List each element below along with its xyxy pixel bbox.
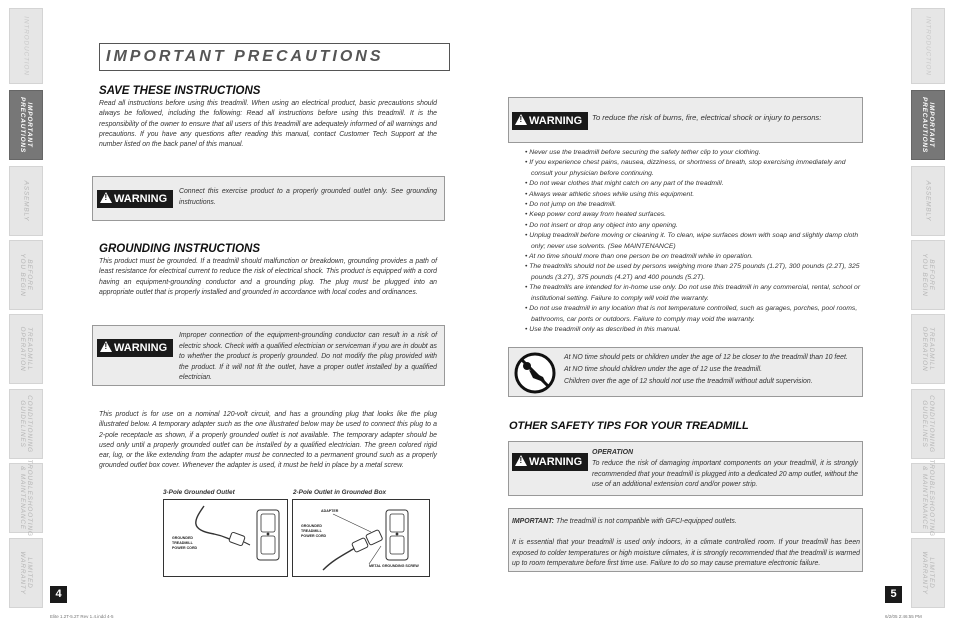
figure-label-adapter: ADAPTER — [321, 509, 339, 513]
warning-text: Connect this exercise product to a properly grounded outlet only. See grounding instructions. — [179, 188, 437, 206]
tab-label: CONDITIONING GUIDELINES — [19, 395, 33, 453]
figure-label-metal-screw: METAL GROUNDING SCREW — [369, 564, 419, 568]
warning-box-burns-fire — [508, 97, 863, 143]
footer-timestamp: 6/2/05 2:46:55 PM — [885, 614, 922, 619]
list-item: • If you experience chest pains, nausea, dizziness, or shortness of breath, stop exercising immediately and consult your physician before continuing. — [525, 159, 846, 177]
warning-text: To reduce the risk of burns, fire, electrical shock or injury to persons: — [592, 113, 822, 122]
warning-box-grounded-outlet — [92, 176, 445, 221]
operation-heading: OPERATION — [592, 449, 634, 456]
important-text: The treadmill is not compatible with GFCI-equipped outlets. — [554, 518, 737, 525]
warning-triangle-icon: ! — [515, 455, 527, 466]
list-item: • Do not insert or drop any object into any opening. — [525, 221, 678, 229]
list-item: • Do not wear clothes that might catch on any part of the treadmill. — [525, 180, 724, 188]
children-text-3: Children over the age of 12 should not use the treadmill without adult supervision. — [564, 378, 813, 385]
tab-troubleshooting-left[interactable] — [9, 459, 43, 537]
tab-introduction-left[interactable] — [9, 8, 43, 84]
tab-label: CONDITIONING GUIDELINES — [921, 395, 935, 453]
page-title: IMPORTANT PRECAUTIONS — [106, 48, 384, 65]
warning-label: WARNING — [114, 193, 168, 205]
figure-2-pole-outlet — [292, 499, 430, 577]
important-note — [512, 517, 860, 528]
tab-label: TROUBLESHOOTING & MAINTENANCE — [921, 459, 935, 537]
tab-label: ASSEMBLY — [924, 180, 932, 222]
tab-before-left[interactable] — [9, 240, 43, 310]
tab-label: LIMITED WARRANTY — [19, 551, 33, 595]
list-item: • Keep power cord away from heated surfaces. — [525, 211, 667, 219]
warning-badge — [512, 112, 588, 130]
page-number-right: 5 — [885, 586, 902, 603]
tab-conditioning-left[interactable] — [9, 389, 43, 459]
warning-label: WARNING — [529, 456, 583, 468]
figure-caption-2-pole: 2-Pole Outlet in Grounded Box — [293, 489, 387, 496]
warning-triangle-icon: ! — [515, 114, 527, 125]
important-label: IMPORTANT: — [512, 518, 555, 525]
tab-label: LIMITED WARRANTY — [921, 551, 935, 595]
page-number-left: 4 — [50, 586, 67, 603]
tab-introduction-right[interactable] — [911, 8, 945, 84]
tab-label: IMPORTANT PRECAUTIONS — [19, 96, 33, 154]
figure-label-grounded-cord: GROUNDED TREADMILL POWER CORD — [172, 536, 198, 550]
list-item: • Never use the treadmill before securing the safety tether clip to your clothing. — [525, 149, 761, 156]
warning-badge — [512, 453, 588, 471]
tab-label: TREADMILL OPERATION — [921, 326, 935, 372]
climate-text: It is essential that your treadmill is used only indoors, in a climate controlled room. If your treadmill has been exposed to colder temperatures or high moisture climates, it is strongly recommended that the treadmill is warmed up to room temperature before first time use. Failure to do so may cause premature electronic failure. — [512, 539, 860, 568]
other-safety-heading: OTHER SAFETY TIPS FOR YOUR TREADMILL — [509, 420, 749, 432]
warning-triangle-icon: ! — [100, 341, 112, 352]
tab-precautions-right[interactable] — [911, 90, 945, 160]
tab-before-right[interactable] — [911, 240, 945, 310]
warning-triangle-icon: ! — [100, 192, 112, 203]
figure-caption-3-pole: 3-Pole Grounded Outlet — [163, 489, 235, 496]
tab-label: INTRODUCTION — [22, 16, 30, 76]
children-text-2: At NO time should children under the age of 12 use the treadmill. — [564, 366, 763, 373]
children-warning-box — [508, 347, 863, 397]
important-info-box — [508, 508, 863, 572]
warning-label: WARNING — [529, 115, 583, 127]
tab-label: IMPORTANT PRECAUTIONS — [921, 96, 935, 154]
warning-badge — [97, 190, 173, 208]
tab-precautions-left[interactable] — [9, 90, 43, 160]
tab-assembly-left[interactable] — [9, 166, 43, 236]
list-item: • Do not jump on the treadmill. — [525, 201, 617, 209]
safety-bullet-list — [524, 148, 864, 335]
list-item: • Always wear athletic shoes while using this equipment. — [525, 190, 695, 198]
tab-troubleshooting-right[interactable] — [911, 459, 945, 537]
warning-label: WARNING — [114, 342, 168, 354]
tab-operation-left[interactable] — [9, 314, 43, 384]
grounding-text: This product must be grounded. If a treadmill should malfunction or breakdown, grounding provides a path of least resistance for electrical current to reduce the risk of electrical shock. This product is equipped with a cord having an equipment-grounding conductor and a grounding plug. The plug must be plugged into an appropriate outlet that is properly installed and grounded in accordance with local codes and ordinances. — [99, 258, 437, 296]
tab-label: BEFORE YOU BEGIN — [19, 253, 33, 297]
save-text: Read all instructions before using this treadmill. When using an electrical product, basic precautions should always be followed, including the following: Read all instructions before using this treadmill. It is the responsibility of the owner to ensure that all users of this treadmill are adequately informed of all warnings and precautions. If you have any questions after reading this manual, contact Customer Tech Support at the number listed on the back panel of this manual. — [99, 100, 437, 149]
figure-3-pole-outlet — [163, 499, 288, 577]
tab-label: TROUBLESHOOTING & MAINTENANCE — [19, 459, 33, 537]
tab-conditioning-right[interactable] — [911, 389, 945, 459]
warning-badge — [97, 339, 173, 357]
list-item: • Do not use treadmill in any location that is not temperature controlled, such as garages, porches, pool rooms, bathrooms, car ports or outdoors. Failure to comply may void the warranty. — [525, 305, 858, 323]
list-item: • At no time should more than one person be on treadmill while in operation. — [525, 253, 754, 261]
warning-box-operation — [508, 441, 863, 496]
children-text-1: At NO time should pets or children under the age of 12 be closer to the treadmill than 10 feet. — [564, 354, 848, 361]
list-item: • The treadmills should not be used by persons weighing more than 275 pounds (1.2T), 300 pounds (2.2T), 325 pounds (3.2T), 375 pounds (4.2T) and 400 pounds (5.2T). — [525, 263, 860, 281]
circuit-text: This product is for use on a nominal 120-volt circuit, and has a grounding plug that looks like the plug illustrated below. A temporary adapter such as the one illustrated below may be used to connect this plug to a 2-pole receptacle as shown, if a properly grounded outlet is not available. The temporary adapter should be used only until a properly grounded outlet can be installed by a qualified electrician. The green colored rigid ear, lug, or the like extending from the adapter must be connected to a permanent ground such as a properly grounded outlet box cover. Whenever the adapter is used, it must be held in place by a metal screw. — [99, 411, 437, 470]
tab-assembly-right[interactable] — [911, 166, 945, 236]
warning-box-improper-connection — [92, 325, 445, 386]
tab-warranty-right[interactable] — [911, 538, 945, 608]
list-item: • Use the treadmill only as described in this manual. — [525, 325, 681, 333]
tab-label: BEFORE YOU BEGIN — [921, 253, 935, 297]
page-title-box — [99, 43, 450, 71]
figure-label-grounded-cord: GROUNDED TREADMILL POWER CORD — [301, 524, 327, 538]
tab-label: ASSEMBLY — [22, 180, 30, 222]
tab-operation-right[interactable] — [911, 314, 945, 384]
save-heading: SAVE THESE INSTRUCTIONS — [99, 85, 261, 97]
tab-label: INTRODUCTION — [924, 16, 932, 76]
list-item: • Unplug treadmill before moving or cleaning it. To clean, wipe surfaces down with soap and slightly damp cloth only; never use solvents. (See MAINTENANCE) — [525, 232, 859, 250]
tab-warranty-left[interactable] — [9, 538, 43, 608]
operation-text: To reduce the risk of damaging important components on your treadmill, it is strongly recommended that your treadmill is plugged into a dedicated 20 amp outlet, without the use of an additional extension cord and/or power strip. — [592, 460, 858, 489]
warning-text: Improper connection of the equipment-grounding conductor can result in a risk of electric shock. Check with a qualified electrician or serviceman if you are in doubt as to whether the product is properly grounded. Do not modify the plug provided with the product. If it will not fit the outlet, have a proper outlet installed by a qualified electrician. — [179, 332, 437, 382]
no-children-icon — [513, 351, 557, 395]
list-item: • The treadmills are intended for in-home use only. Do not use this treadmill in any commercial, rental, school or institutional setting. Failure to comply will void the warranty. — [525, 284, 861, 302]
tab-label: TREADMILL OPERATION — [19, 326, 33, 372]
footer-file-info: Elite 1.2T-5.2T Rev 1.4.indd 4-5 — [50, 614, 114, 619]
grounding-heading: GROUNDING INSTRUCTIONS — [99, 243, 260, 255]
